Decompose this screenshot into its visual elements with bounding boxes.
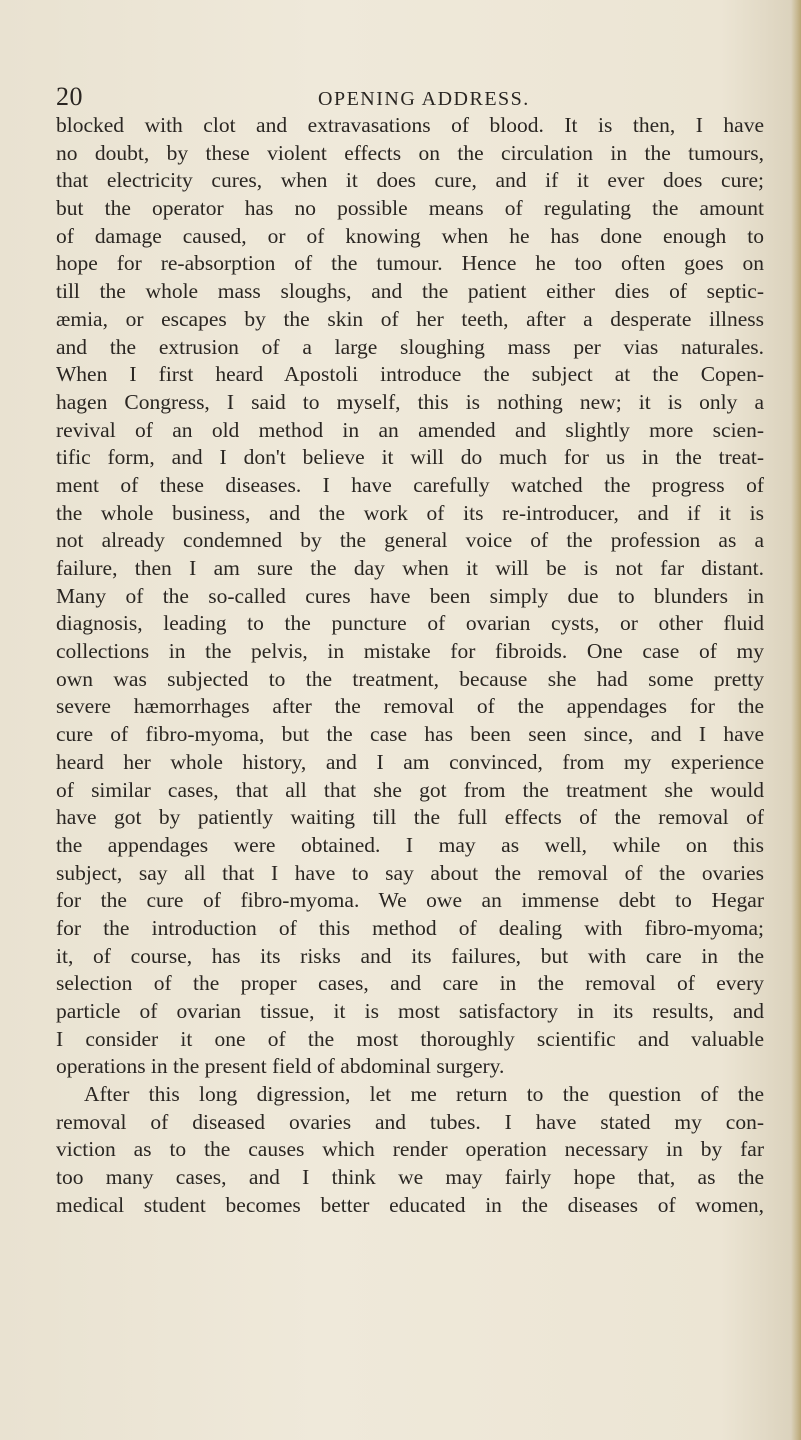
text-line: too many cases, and I think we may fairly hope that, as the	[56, 1165, 764, 1190]
text-line: viction as to the causes which render operation necessary in by far	[56, 1137, 764, 1162]
text-line: own was subjected to the treatment, because she had some pretty	[56, 666, 764, 691]
text-line: tific form, and I don't believe it will do much for us in the treat-	[56, 445, 764, 470]
text-line: heard her whole history, and I am convinced, from my experience	[56, 749, 764, 774]
text-line: till the whole mass sloughs, and the patient either dies of septic-	[56, 279, 764, 304]
text-line: blocked with clot and extravasations of blood. It is then, I have	[56, 113, 764, 137]
text-line: hope for re-absorption of the tumour. Hence he too often goes on	[56, 251, 764, 276]
text-line: diagnosis, leading to the puncture of ovarian cysts, or other fluid	[56, 611, 764, 636]
text-line: Many of the so-called cures have been simply due to blunders in	[56, 583, 764, 608]
text-line: no doubt, by these violent effects on the circulation in the tumours,	[56, 140, 764, 165]
text-line: I consider it one of the most thoroughly scientific and valuable	[56, 1026, 764, 1051]
text-line: but the operator has no possible means of regulating the amount	[56, 196, 764, 221]
text-line: and the extrusion of a large sloughing mass per vias naturales.	[56, 334, 764, 359]
text-line: failure, then I am sure the day when it will be is not far distant.	[56, 556, 764, 580]
body-text	[56, 112, 764, 1220]
text-line: selection of the proper cases, and care in the removal of every	[56, 971, 764, 996]
text-line: medical student becomes better educated in the diseases of women,	[56, 1192, 764, 1217]
text-line: for the introduction of this method of dealing with fibro-myoma;	[56, 915, 764, 940]
text-line: ment of these diseases. I have carefully watched the progress of	[56, 472, 764, 497]
text-line: collections in the pelvis, in mistake for fibroids. One case of my	[56, 639, 764, 664]
text-line: of damage caused, or of knowing when he has done enough to	[56, 223, 764, 248]
text-line: the appendages were obtained. I may as well, while on this	[56, 832, 764, 857]
text-line: it, of course, has its risks and its failures, but with care in the	[56, 943, 764, 968]
page-edge-shadow	[791, 0, 801, 1440]
text-line: for the cure of fibro-myoma. We owe an immense debt to Hegar	[56, 888, 764, 913]
text-line: operations in the present field of abdominal surgery.	[56, 1054, 505, 1079]
text-line: removal of diseased ovaries and tubes. I have stated my con-	[56, 1109, 764, 1134]
running-title: OPENING ADDRESS.	[318, 88, 530, 110]
text-line: æmia, or escapes by the skin of her teeth, after a desperate illness	[56, 306, 764, 331]
text-line: the whole business, and the work of its re-introducer, and if it is	[56, 500, 764, 525]
text-line: hagen Congress, I said to myself, this is nothing new; it is only a	[56, 389, 764, 414]
text-line: not already condemned by the general voice of the profession as a	[56, 528, 764, 553]
text-line: revival of an old method in an amended and slightly more scien-	[56, 417, 764, 442]
text-line: particle of ovarian tissue, it is most satisfactory in its results, and	[56, 999, 764, 1023]
text-line: that electricity cures, when it does cure, and if it ever does cure;	[56, 168, 764, 193]
text-line: subject, say all that I have to say about the removal of the ovaries	[56, 860, 764, 885]
text-line: When I first heard Apostoli introduce the subject at the Copen-	[56, 362, 764, 387]
text-line: cure of fibro-myoma, but the case has been seen since, and I have	[56, 722, 764, 747]
page-number: 20	[56, 82, 83, 111]
text-line: of similar cases, that all that she got from the treatment she would	[56, 777, 764, 802]
text-line: After this long digression, let me return to the question of the	[84, 1082, 764, 1107]
text-line: severe hæmorrhages after the removal of the appendages for the	[56, 694, 764, 719]
text-line: have got by patiently waiting till the full effects of the removal of	[56, 805, 764, 830]
